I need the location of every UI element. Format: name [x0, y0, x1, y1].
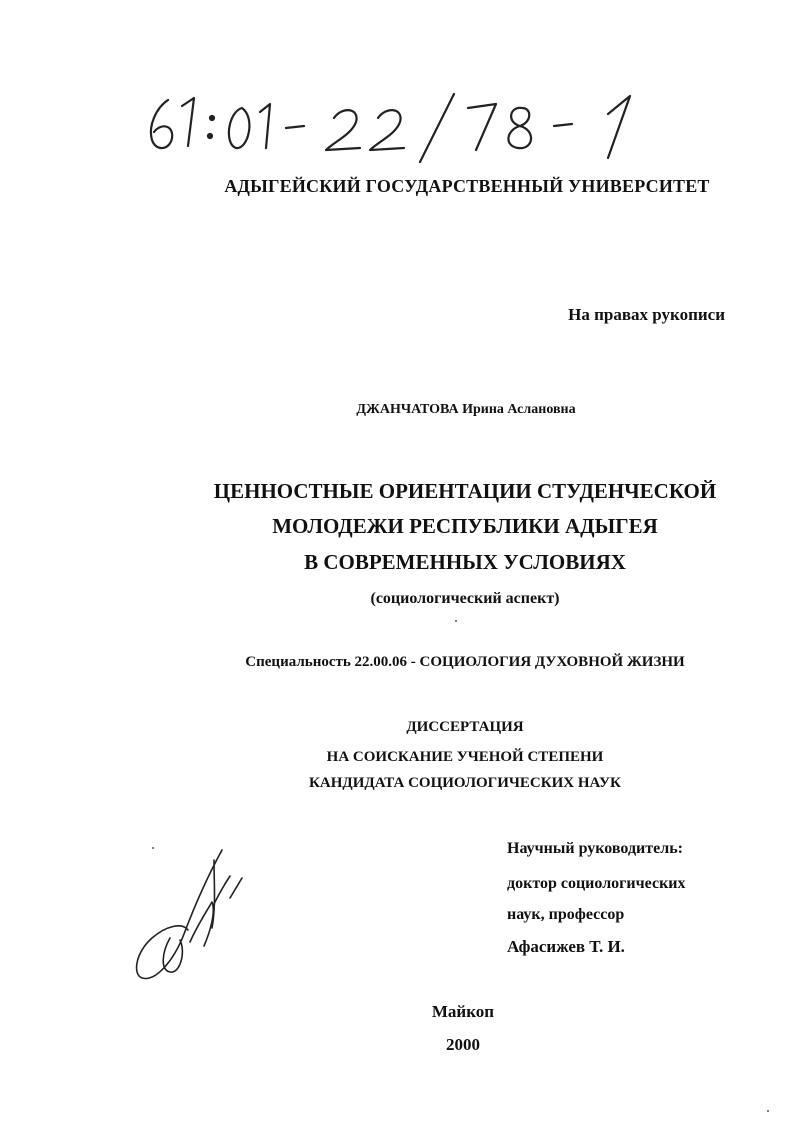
scan-speck — [455, 620, 457, 622]
title-line-2: МОЛОДЕЖИ РЕСПУБЛИКИ АДЫГЕЯ — [272, 514, 658, 538]
title-subtitle: (социологический аспект) — [370, 590, 560, 607]
advisor-name: Афасижев Т. И. — [507, 937, 625, 956]
handwritten-signature — [130, 842, 260, 992]
specialty-line: Специальность 22.00.06 - СОЦИОЛОГИЯ ДУХОВНОЙ ЖИЗНИ — [245, 654, 685, 670]
advisor-title: наук, профессор — [507, 906, 625, 923]
author-name: ДЖАНЧАТОВА Ирина Аслановна — [356, 402, 576, 417]
year: 2000 — [446, 1035, 480, 1054]
manuscript-note: На правах рукописи — [568, 305, 725, 324]
city: Майкоп — [431, 1002, 495, 1021]
scan-speck — [767, 1110, 769, 1112]
dissertation-line-1: ДИССЕРТАЦИЯ — [406, 719, 524, 735]
handwritten-archive-number — [138, 78, 658, 168]
dissertation-line-3: КАНДИДАТА СОЦИОЛОГИЧЕСКИХ НАУК — [309, 775, 621, 791]
title-line-3: В СОВРЕМЕННЫХ УСЛОВИЯХ — [304, 550, 626, 574]
advisor-heading: Научный руководитель: — [507, 840, 683, 857]
advisor-degree: доктор социологических — [507, 875, 686, 892]
title-line-1: ЦЕННОСТНЫЕ ОРИЕНТАЦИИ СТУДЕНЧЕСКОЙ — [213, 479, 717, 503]
scan-speck — [152, 847, 154, 849]
university-name: АДЫГЕЙСКИЙ ГОСУДАРСТВЕННЫЙ УНИВЕРСИТЕТ — [224, 176, 710, 196]
dissertation-line-2: НА СОИСКАНИЕ УЧЕНОЙ СТЕПЕНИ — [326, 749, 604, 765]
